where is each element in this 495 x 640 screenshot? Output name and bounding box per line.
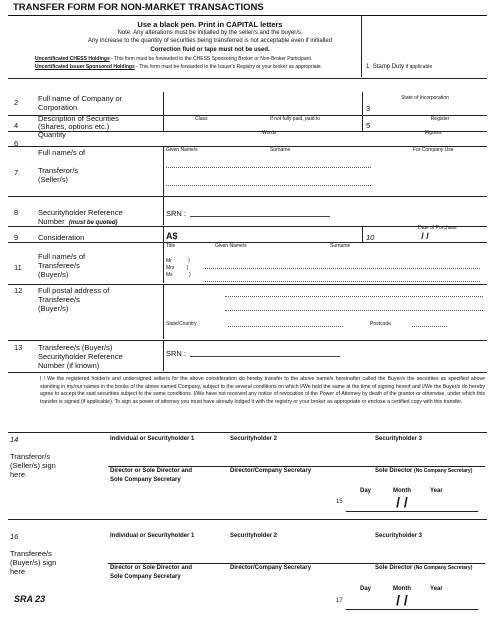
s12-divider — [163, 284, 164, 339]
quantity-words-field[interactable] — [165, 137, 415, 145]
transferor-name-line-2[interactable] — [166, 178, 371, 186]
s4-divider — [163, 115, 164, 131]
s4-class-label: Class — [195, 116, 208, 122]
s16-number: 16 — [10, 532, 19, 541]
s16-holder-2: Securityholder 2 — [230, 533, 278, 539]
s14-holder-3: Securityholder 3 — [375, 436, 423, 442]
s14-director-1b: Sole Company Secretary — [110, 477, 181, 483]
s6-label: Quantity — [38, 130, 66, 139]
instruction: Use a black pen. Print in CAPITAL letters — [137, 20, 283, 29]
buyer-srn-field[interactable] — [190, 356, 340, 357]
s2-label-1: Full name of Company or — [38, 94, 123, 103]
s17-month-label: Month — [393, 586, 411, 592]
declaration-text: I / We the registered holder/s and undersigned seller/s for the above consideration do hereby transfer to the above name/s hereinafter called the Buyer/s the securities as specified above standing in my/our names in the books of the above named Company, subject to the several conditions on which I/We held the same at the time of signing hereof and I/We the Buyer/s do hereby agree to accept the said securities subject to the same conditions. I/We have not received any notice of revocation of the Power of Attorney by death of the grantor or otherwise, under which this transfer is signed (if applicable). To sign as power of attorney you must have already lodged it with the registry or your broker as appropriate or enclose a certified copy with this transfer. — [40, 376, 485, 405]
s11-title-label: Title — [166, 243, 176, 249]
s13-bottom-rule — [8, 372, 487, 373]
s13-number: 13 — [14, 343, 23, 352]
postcode-field[interactable] — [412, 320, 447, 327]
s13-label-3: Number (if known) — [38, 361, 100, 370]
s16-director-2: Director/Company Secretary — [230, 565, 312, 571]
s6-figures-label: Figures — [425, 130, 442, 136]
s5-divider — [362, 115, 363, 131]
s9-bottom-rule — [8, 242, 487, 243]
s15-year-label: Year — [430, 488, 443, 494]
s8-label-1: Securityholder Reference — [38, 208, 123, 217]
s13-divider — [163, 340, 164, 371]
s17-year-label: Year — [430, 586, 443, 592]
seller-srn-field[interactable] — [190, 216, 330, 217]
seller-signature-box-2[interactable] — [228, 445, 358, 465]
state-of-incorporation-field[interactable] — [376, 103, 484, 114]
s7-company-label: For Company Use — [413, 147, 454, 153]
s9-label: Consideration — [38, 233, 85, 242]
s12-postcode-label: Postcode — [370, 321, 391, 327]
s15-day-label: Day — [360, 488, 372, 494]
stamp-box-border — [361, 15, 362, 77]
s11-number: 11 — [14, 263, 22, 272]
s9-number: 9 — [14, 233, 19, 242]
s17-number: 17 — [336, 598, 343, 604]
s5-number: 5 — [366, 121, 371, 130]
note-correction: Correction fluid or tape must not be used. — [150, 47, 270, 53]
note-chess: Uncertificated CHESS Holdings - This form must be forwarded to the CHESS Sponsoring Broker or Non-Broker Participant. — [35, 56, 313, 62]
s2-divider — [163, 92, 164, 115]
s14-sign-line — [108, 466, 485, 467]
s3-label: State of Incorporation — [401, 95, 449, 101]
buyer-date-field[interactable]: / / — [396, 592, 408, 608]
s11-label-1: Full name/s of — [38, 252, 86, 261]
s13-srn-label: SRN : — [166, 349, 187, 358]
s9-divider — [163, 226, 164, 242]
s17-date-line — [346, 609, 478, 610]
s7-given-label: Given Name/s — [166, 147, 198, 153]
s14-director-1a: Director or Sole Director and — [110, 468, 193, 474]
s16-holder-1: Individual or Securityholder 1 — [110, 533, 195, 539]
s15-date-line — [346, 511, 478, 512]
s16-director-3: Sole Director (No Company Secretary) — [375, 565, 473, 571]
s7-number: 7 — [14, 168, 19, 177]
title-rule — [8, 15, 487, 16]
purchase-date-field[interactable]: / / — [421, 231, 429, 241]
transferor-name-line-1[interactable] — [166, 160, 371, 168]
s13-label-1: Transferee/s (Buyer/s) — [38, 343, 113, 352]
s4-paid-label: If not fully paid, paid to — [270, 116, 321, 122]
s7-bottom-rule — [8, 196, 487, 197]
s15-month-label: Month — [393, 488, 411, 494]
buyer-signature-box-2[interactable] — [228, 542, 358, 562]
s7-surname-label: Surname — [270, 147, 291, 153]
s14-number: 14 — [10, 435, 19, 444]
s12-state-label: State/Country — [166, 321, 197, 327]
transferee-name-line-1[interactable] — [205, 262, 480, 269]
s12-number: 12 — [14, 286, 23, 295]
s16-sign-line — [108, 563, 485, 564]
s4-bottom-rule — [8, 131, 487, 132]
s7-label-2: Transferor/s — [38, 166, 79, 175]
s14-label-2: (Seller/s) sign — [10, 461, 56, 470]
s5-label: Register — [430, 116, 450, 122]
s2-number: 2 — [14, 98, 19, 107]
s2-label-2: Corporation — [38, 103, 78, 112]
s16-label-2: (Buyer/s) sign — [10, 558, 57, 567]
header-rule — [8, 78, 487, 79]
title-option-mr[interactable]: Mr } — [166, 258, 190, 264]
s11-divider — [163, 242, 164, 283]
s3-number: 3 — [366, 104, 371, 113]
s14-label-1: Transferor/s — [10, 452, 51, 461]
s12-label-2: Transferee/s — [38, 295, 80, 304]
s10-divider — [362, 226, 363, 242]
s3-divider — [362, 92, 363, 115]
s10-number: 10 — [366, 233, 375, 242]
s10-label: Date of Purchase — [418, 225, 457, 231]
s14-director-2: Director/Company Secretary — [230, 468, 312, 474]
s15-number: 15 — [336, 499, 343, 505]
s16-holder-3: Securityholder 3 — [375, 533, 423, 539]
s6-words-label: Words — [262, 130, 277, 136]
s14-label-3: here — [10, 470, 26, 479]
buyer-signature-box-1[interactable] — [108, 542, 220, 562]
s11-label-3: (Buyer/s) — [38, 270, 69, 279]
s8-label-2: Number (must be quoted) — [38, 217, 118, 226]
s11-bottom-rule — [8, 284, 487, 285]
s13-label-2: Securityholder Reference — [38, 352, 123, 361]
s7-divider — [163, 146, 164, 196]
s16-director-1b: Sole Company Secretary — [110, 574, 181, 580]
s6-number: 6 — [14, 139, 19, 148]
s17-day-label: Day — [360, 586, 372, 592]
seller-signature-box-1[interactable] — [108, 445, 220, 465]
s14-director-3: Sole Director (No Company Secretary) — [375, 468, 473, 474]
consideration-field[interactable] — [182, 230, 357, 241]
s12-label-3: (Buyer/s) — [38, 304, 69, 313]
title-option-ms[interactable]: Ms } — [166, 272, 191, 278]
s4-number: 4 — [14, 121, 19, 130]
s7-label-3: (Seller/s) — [38, 175, 69, 184]
s11-surname-label: Surname — [330, 243, 351, 249]
form-code: SRA 23 — [14, 594, 46, 604]
buyer-signature-box-3[interactable] — [372, 542, 484, 562]
seller-signature-box-3[interactable] — [372, 445, 484, 465]
title-option-mrs[interactable]: Mrs } — [166, 265, 189, 271]
s14-holder-2: Securityholder 2 — [230, 436, 278, 442]
note-alterations: Note: Any alterations must be initialled by the seller/s and the buyer/s. — [117, 30, 303, 36]
note-quantity: Any increase to the quantity of securities being transferred is not acceptable even if initialled — [87, 38, 333, 44]
s11-given-label: Given Name/s — [215, 243, 247, 249]
company-name-field[interactable] — [163, 92, 361, 114]
s4-label-2: (Shares, options etc.) — [38, 122, 110, 131]
address-line-1[interactable] — [225, 290, 483, 297]
s8-srn-label: SRN : — [166, 209, 187, 218]
seller-date-field[interactable]: / / — [396, 494, 408, 510]
stamp-duty-label: 1 Stamp Duty if applicable — [366, 64, 433, 70]
s11-label-2: Transferee/s — [38, 261, 80, 270]
form-title: TRANSFER FORM FOR NON-MARKET TRANSACTIONS — [13, 2, 264, 13]
address-line-2[interactable] — [225, 304, 483, 311]
s16-label-1: Transferee/s — [10, 549, 52, 558]
s14-holder-1: Individual or Securityholder 1 — [110, 436, 195, 442]
s12-bottom-rule — [8, 340, 487, 341]
s8-number: 8 — [14, 208, 19, 217]
s14-bottom-rule — [8, 519, 487, 520]
s9-currency: A$ — [166, 231, 178, 241]
s8-divider — [163, 196, 164, 225]
note-issuer: Uncertificated Issuer Sponsored Holdings - This form must be forwarded to the Issuer's Registry or your broker as appropriate. — [35, 64, 323, 70]
s12-label-1: Full postal address of — [38, 286, 110, 295]
s16-director-1a: Director or Sole Director and — [110, 565, 193, 571]
state-country-field[interactable] — [228, 320, 343, 327]
transferee-name-line-2[interactable] — [205, 275, 480, 282]
declaration-bottom-rule — [8, 432, 487, 433]
quantity-figures-field[interactable] — [420, 137, 484, 145]
s4-label-1: Description of Securities — [38, 114, 119, 123]
s7-label-1: Full name/s of — [38, 148, 86, 157]
s16-label-3: here — [10, 567, 26, 576]
